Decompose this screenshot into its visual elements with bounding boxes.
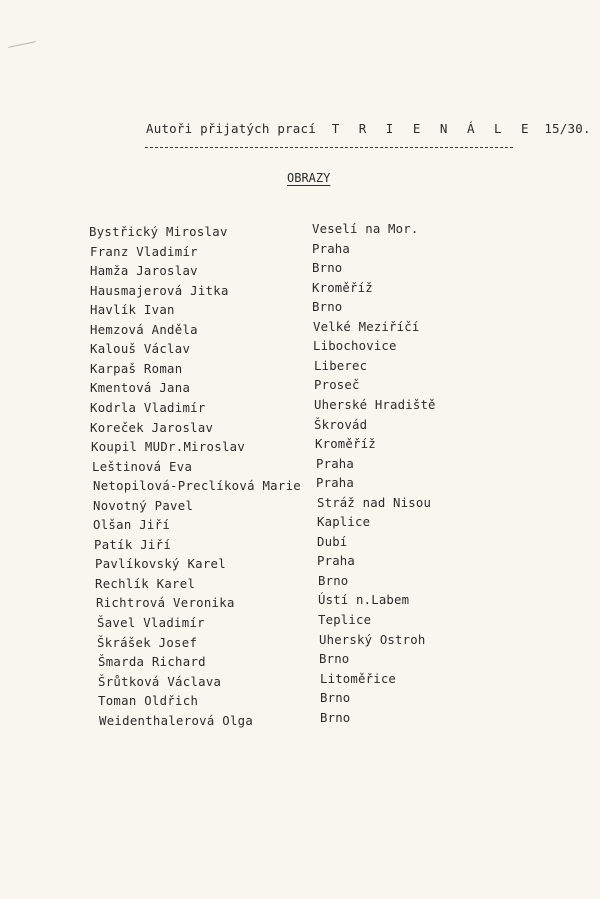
entry-name: Škrášek Josef <box>97 636 198 650</box>
entry-place: Ústí n.Labem <box>318 593 410 607</box>
entry-place: Litoměřice <box>320 672 397 686</box>
entry-place: Proseč <box>314 378 360 392</box>
header-event: T R I E N Á L E <box>331 121 535 136</box>
entry-place: Uherský Ostroh <box>319 633 426 647</box>
header-prefix: Autoři přijatých prací <box>146 121 316 136</box>
entry-name: Pavlíkovský Karel <box>95 557 226 571</box>
entry-name: Havlík Ivan <box>90 303 175 317</box>
entry-name: Rechlík Karel <box>95 577 196 591</box>
entry-name: Toman Oldřich <box>98 694 199 708</box>
entry-name: Franz Vladimír <box>90 245 198 259</box>
entry-place: Praha <box>316 457 355 471</box>
entry-name: Hamža Jaroslav <box>90 264 198 278</box>
entry-name: Kmentová Jana <box>90 381 191 395</box>
entry-place: Brno <box>312 261 343 275</box>
entry-place: Praha <box>312 242 351 256</box>
entry-place: Liberec <box>314 359 368 373</box>
entry-place: Praha <box>316 476 355 490</box>
entry-name: Hemzová Anděla <box>90 323 198 337</box>
paper-mark <box>8 41 36 48</box>
entry-name: Kalouš Václav <box>90 342 191 356</box>
header-number: 15/30. <box>544 121 591 136</box>
entry-place: Kaplice <box>317 515 371 529</box>
entry-name: Netopilová-Preclíková Marie <box>93 479 301 493</box>
entry-name: Šrůtková Václava <box>98 675 222 689</box>
entry-place: Veselí na Mor. <box>312 222 419 236</box>
entry-name: Hausmajerová Jitka <box>90 284 229 298</box>
entry-name: Richtrová Veronika <box>96 596 235 610</box>
section-title: OBRAZY <box>287 171 331 185</box>
entry-name: Patík Jiří <box>94 538 172 552</box>
entry-name: Koreček Jaroslav <box>90 421 214 435</box>
entry-place: Velké Meziříčí <box>313 320 420 334</box>
entry-place: Uherské Hradiště <box>314 398 436 412</box>
entry-place: Dubí <box>317 535 348 549</box>
entry-place: Brno <box>312 300 343 314</box>
entry-name: Novotný Pavel <box>93 499 194 513</box>
entry-place: Kroměříž <box>315 437 376 451</box>
header-rule <box>145 147 513 148</box>
entry-place: Kroměříž <box>312 281 373 295</box>
document-header <box>146 121 591 136</box>
entry-place: Teplice <box>318 613 372 627</box>
entry-name: Karpaš Roman <box>90 362 183 376</box>
entry-place: Brno <box>320 691 351 705</box>
entry-name: Koupil MUDr.Miroslav <box>91 440 246 454</box>
entry-place: Praha <box>317 554 356 568</box>
entry-name: Šavel Vladimír <box>97 616 205 630</box>
entry-name: Leštinová Eva <box>92 460 193 474</box>
entry-place: Brno <box>320 711 351 725</box>
entry-name: Olšan Jiří <box>93 518 171 532</box>
entry-place: Škrovád <box>314 418 368 432</box>
entry-place: Brno <box>318 574 349 588</box>
entry-name: Šmarda Richard <box>98 655 206 669</box>
entry-name: Bystřický Miroslav <box>89 225 228 239</box>
entry-place: Libochovice <box>313 339 397 353</box>
entry-name: Weidenthalerová Olga <box>99 714 254 728</box>
entry-place: Stráž nad Nisou <box>317 496 432 510</box>
entry-name: Kodrla Vladimír <box>90 401 206 415</box>
entry-place: Brno <box>319 652 350 666</box>
